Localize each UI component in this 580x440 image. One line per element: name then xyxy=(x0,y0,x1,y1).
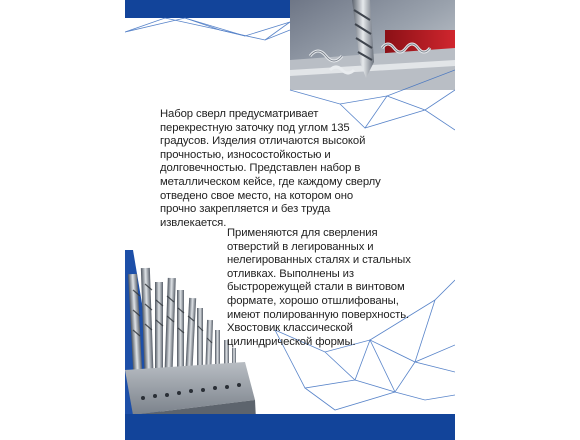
description-paragraph-1: Набор сверл предусматривает перекрестную заточку под углом 135 градусов. Изделия отличаются высокой прочностью, износостойкостью и долговечностью. Представлен набор в металлическом кейсе, где каждому сверлу отведено свое место, на котором оно прочно закрепляется и без труда извлекается. xyxy=(160,108,381,229)
product-card xyxy=(125,0,455,440)
bottom-blue-band xyxy=(125,414,455,440)
right-margin xyxy=(455,0,580,440)
left-margin xyxy=(0,0,125,440)
description-paragraph-2: Применяются для сверления отверстий в легированных и нелегированных сталях и стальных отливках. Выполнены из быстрорежущей стали в винтовом формате, хорошо отшлифованы, имеют полированную поверхность. Хвостовик классической цилиндрической формы. xyxy=(227,227,411,348)
